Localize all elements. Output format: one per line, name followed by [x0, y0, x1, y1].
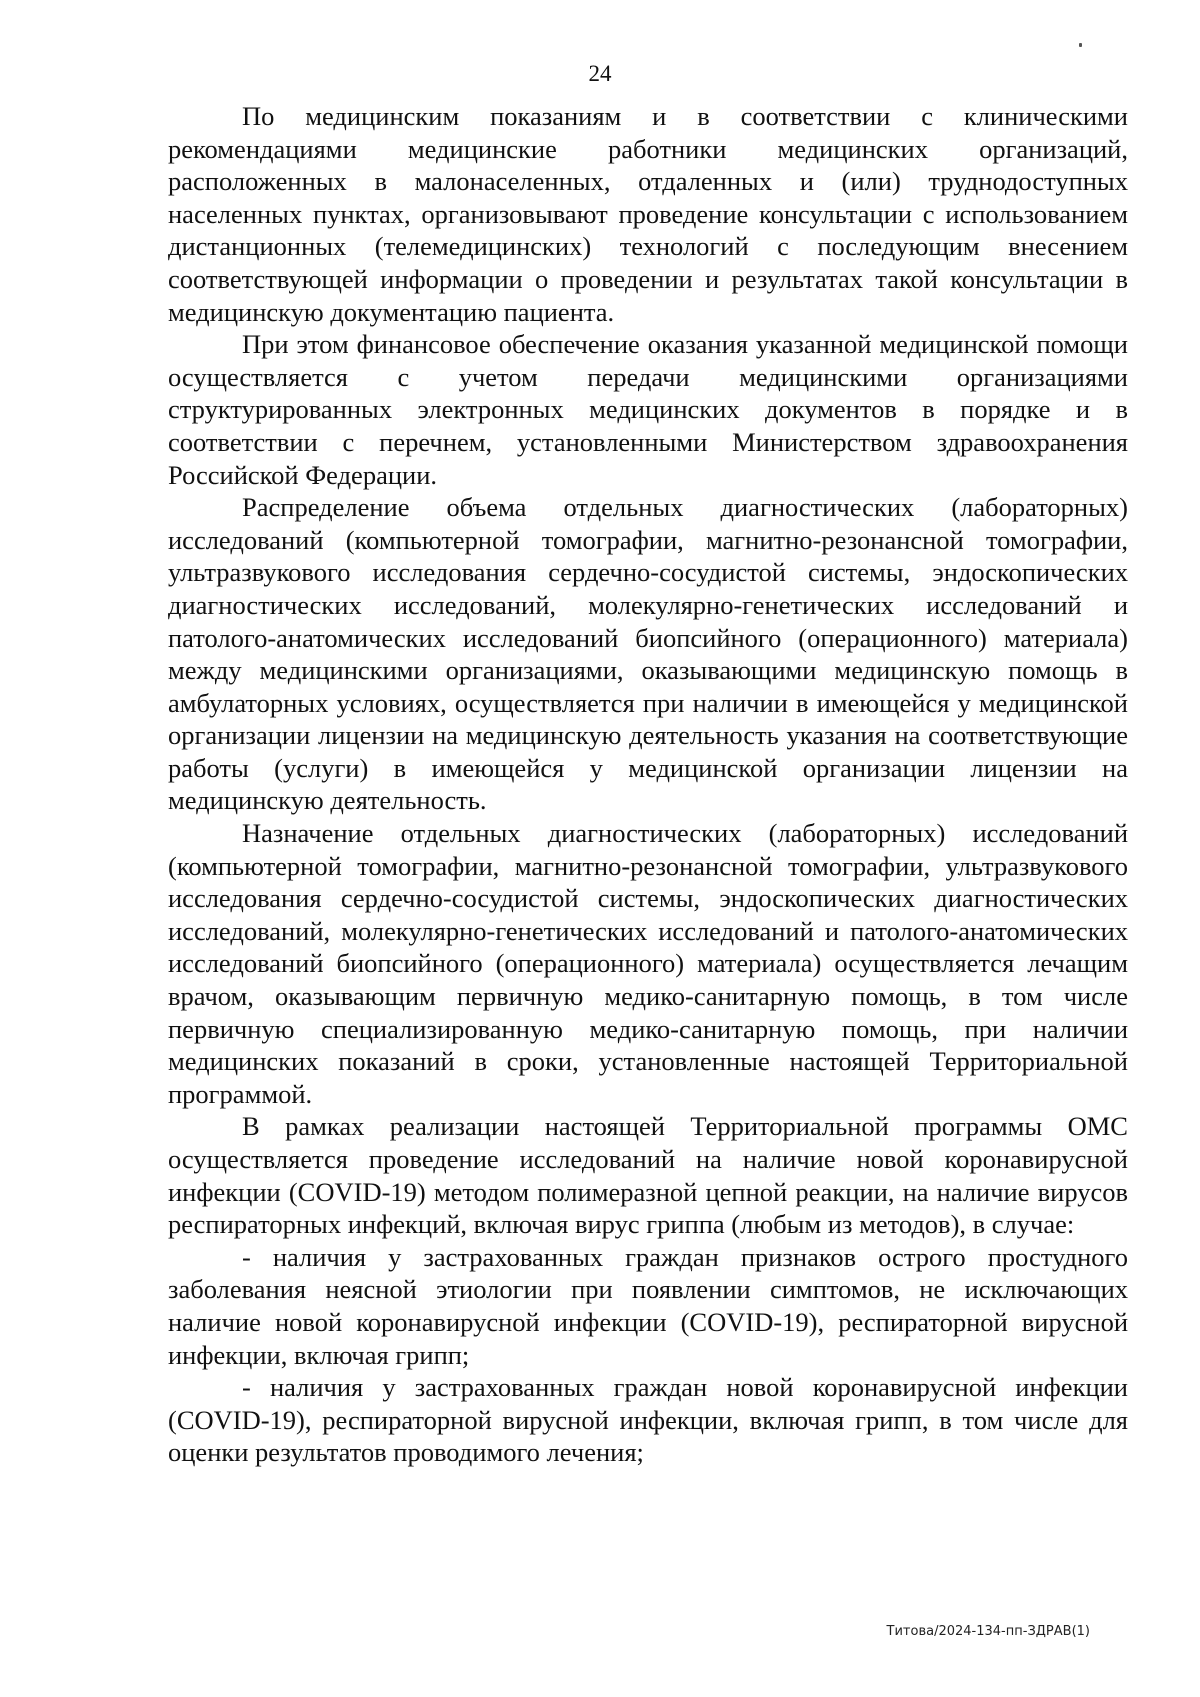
list-item-symptoms: - наличия у застрахованных граждан признаков острого простудного заболевания неясной этиологии при появлении симптомов, не исключающих наличие новой коронавирусной инфекции (COVID-19), респираторной вирусной инфекции, включая грипп; — [168, 1241, 1128, 1370]
footer-document-code: Титова/2024-134-пп-ЗДРАВ(1) — [886, 1624, 1090, 1639]
document-body — [168, 100, 1128, 1469]
page-number: 24 — [588, 61, 612, 86]
paragraph-prescription: Назначение отдельных диагностических (лабораторных) исследований (компьютерной томографии, магнитно-резонансной томографии, ультразвукового исследования сердечно-сосудистой системы, эндоскопических диагностических исследований, молекулярно-генетических исследований и патолого-анатомических исследований биопсийного (операционного) материала) осуществляется лечащим врачом, оказывающим первичную медико-санитарную помощь, в том числе первичную специализированную медико-санитарную помощь, при наличии медицинских показаний в сроки, установленные настоящей Территориальной программой. — [168, 818, 1128, 1109]
list-item-treatment: - наличия у застрахованных граждан новой коронавирусной инфекции (COVID-19), респираторной вирусной инфекции, включая грипп, в том числе для оценки результатов проводимого лечения; — [168, 1372, 1128, 1468]
scan-mark — [1079, 43, 1082, 47]
paragraph-financing: При этом финансовое обеспечение оказания указанной медицинской помощи осуществляется с учетом передачи медицинскими организациями структурированных электронных медицинских документов в порядке и в соответствии с перечнем, установленными Министерством здравоохранения Российской Федерации. — [168, 329, 1128, 490]
paragraph-telemedicine: По медицинским показаниям и в соответствии с клиническими рекомендациями медицинские работники медицинских организаций, расположенных в малонаселенных, отдаленных и (или) труднодоступных населенных пунктах, организовывают проведение консультации с использованием дистанционных (телемедицинских) технологий с последующим внесением соответствующей информации о проведении и результатах такой консультации в медицинскую документацию пациента. — [168, 101, 1128, 327]
paragraph-distribution: Распределение объема отдельных диагностических (лабораторных) исследований (компьютерной томографии, магнитно-резонансной томографии, ультразвукового исследования сердечно-сосудистой системы, эндоскопических диагностических исследований, молекулярно-генетических исследований и патолого-анатомических исследований биопсийного (операционного) материала) между медицинскими организациями, оказывающими медицинскую помощь в амбулаторных условиях, осуществляется при наличии в имеющейся у медицинской организации лицензии на медицинскую деятельность указания на соответствующие работы (услуги) в имеющейся у медицинской организации лицензии на медицинскую деятельность. — [168, 492, 1128, 816]
paragraph-covid-testing: В рамках реализации настоящей Территориальной программы ОМС осуществляется проведение исследований на наличие новой коронавирусной инфекции (COVID-19) методом полимеразной цепной реакции, на наличие вирусов респираторных инфекций, включая вирус гриппа (любым из методов), в случае: — [168, 1111, 1128, 1240]
